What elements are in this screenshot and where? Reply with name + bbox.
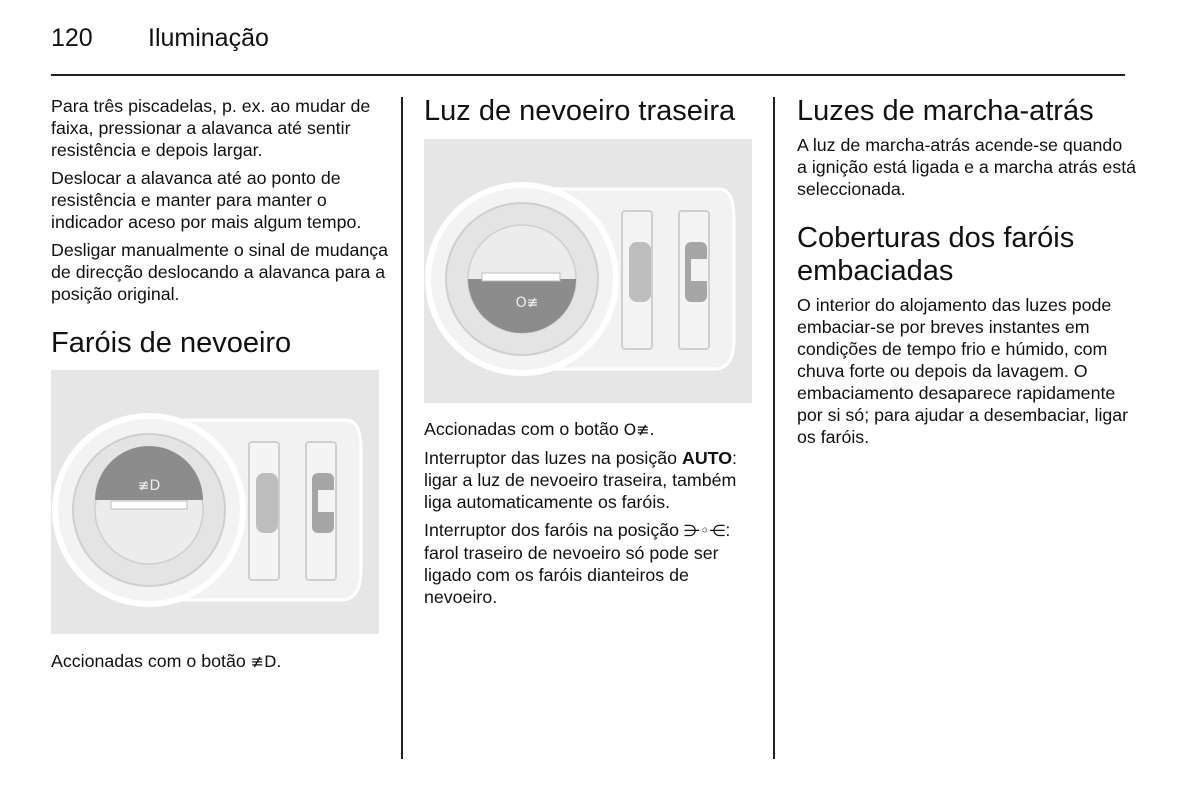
auto-label: AUTO xyxy=(681,448,733,468)
heading-rear-fog: Luz de nevoeiro traseira xyxy=(424,95,736,127)
headlight-icon: ⋺◦⋲ xyxy=(683,521,726,540)
heading-fogged-covers: Coberturas dos faróis embaciadas xyxy=(797,222,1075,287)
caption-rear-fog-text: Accionadas com o botão xyxy=(424,419,624,439)
paragraph-auto-pre: Interruptor das luzes na posição xyxy=(424,448,682,468)
paragraph-headlights xyxy=(424,519,762,608)
svg-text:≢D: ≢D xyxy=(137,478,161,494)
paragraph-reversing-lights: A luz de marcha-atrás acende-se quando a ignição está ligada e a marcha atrás está seleccionada. xyxy=(797,135,1137,199)
front-fog-icon: ≢D xyxy=(250,652,277,671)
page-number: 120 xyxy=(51,24,93,52)
page-title: Iluminação xyxy=(148,24,269,52)
header-rule xyxy=(51,74,1125,76)
front-fog-switch-illustration xyxy=(51,370,379,634)
column-2 xyxy=(424,95,762,614)
column-3 xyxy=(797,95,1137,454)
paragraph-auto-post: : ligar a luz de nevoeiro traseira, também liga automaticamente os faróis. xyxy=(424,448,737,512)
paragraph-headlights-pre: Interruptor dos faróis na posição xyxy=(424,520,684,540)
figure-front-fog-switch xyxy=(51,370,379,634)
caption-front-fog-text: Accionadas com o botão xyxy=(51,651,251,671)
paragraph-flash: Para três piscadelas, p. ex. ao mudar de faixa, pressionar a alavanca até sentir resistência e depois largar. xyxy=(51,96,371,160)
caption-front-fog-end: . xyxy=(276,651,282,671)
column-divider-2 xyxy=(773,97,775,759)
heading-front-fog: Faróis de nevoeiro xyxy=(51,327,292,359)
column-1 xyxy=(51,95,391,679)
paragraph-headlights-post: : farol traseiro de nevoeiro só pode ser ligado com os faróis dianteiros de nevoeiro. xyxy=(424,520,731,607)
paragraph-auto xyxy=(424,447,762,513)
caption-front-fog xyxy=(51,650,391,673)
paragraph-off: Desligar manualmente o sinal de mudança de direcção deslocando a alavanca para a posição original. xyxy=(51,240,389,304)
figure-rear-fog-switch xyxy=(424,139,752,403)
caption-rear-fog xyxy=(424,418,762,441)
column-divider-1 xyxy=(401,97,403,759)
caption-rear-fog-end: . xyxy=(649,419,655,439)
rear-fog-switch-illustration xyxy=(424,139,752,403)
rear-fog-icon: O≢ xyxy=(623,420,650,439)
heading-reversing-lights: Luzes de marcha-atrás xyxy=(797,95,1094,127)
svg-text:O≢: O≢ xyxy=(515,295,539,311)
paragraph-hold: Deslocar a alavanca até ao ponto de resistência e manter para manter o indicador aceso por mais algum tempo. xyxy=(51,168,362,232)
paragraph-fogged-covers: O interior do alojamento das luzes pode embaciar-se por breves instantes em condições de tempo frio e húmido, com chuva forte ou depois da lavagem. O embaciamento desaparece rapidamente por si só; para ajudar a desembaciar, ligar os faróis. xyxy=(797,295,1129,447)
